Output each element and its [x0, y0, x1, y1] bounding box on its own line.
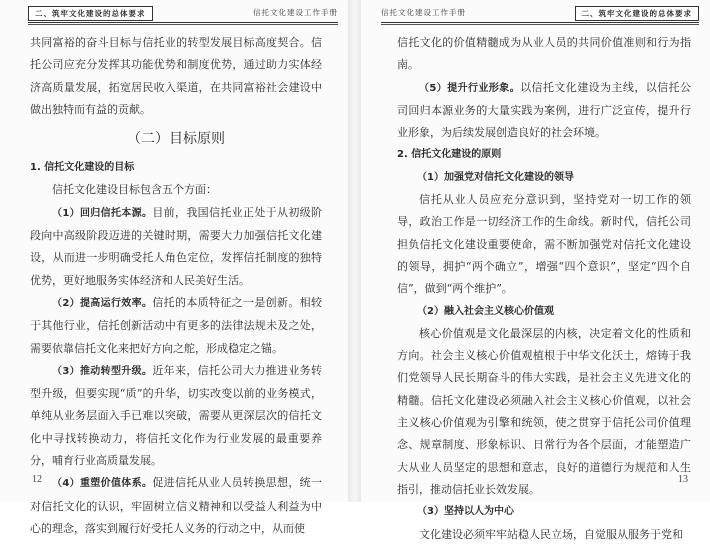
principle-3-text: 文化建设必须牢牢站稳人民立场，自觉服从服务于党和: [419, 527, 683, 541]
goal-item-text: 信托的本质特征之一是创新。相较于其他行业，信托创新活动中有更多的法律法规未及之处，需要依靠信托文化来把好方向之舵，形成稳定之锚。: [30, 295, 322, 355]
carry-over-paragraph: 信托文化的价值精髓成为从业人员的共同价值准则和行为指南。: [397, 36, 691, 72]
goal-item-text: 目前，我国信托业正处于从初级阶段向中高级阶段迈进的关键时期，需要大力加强信托文化建设，从而进一步明确受托人角色定位，发挥信托制度的独特优势，更好地服务实体经济和人民美好生活。: [30, 205, 322, 287]
principle-1-text: 信托从业人员应充分意识到，坚持党对一切工作的领导，政治工作是一切经济工作的生命线。新时代，信托公司担负信托文化建设重要使命，需不断加强党对信托文化建设的领导，拥护“两个确立”，增强“四个意识”，坚定“四个自信”，做到“两个维护”。: [397, 193, 691, 296]
goal-item-3: [30, 360, 322, 472]
header-rule-thin: [381, 24, 699, 25]
goal-item-4: [30, 472, 322, 540]
right-page-number: 13: [678, 474, 688, 485]
principle-2-title: （2）融入社会主义核心价值观: [417, 305, 554, 317]
goal-item-lead: （3）推动转型升级。: [52, 365, 153, 377]
left-running-header: [28, 5, 338, 21]
header-rule: [28, 22, 338, 23]
right-running-header: [381, 5, 699, 21]
header-rule: [381, 22, 699, 23]
principle-3-title: （3）坚持以人为中心: [417, 506, 514, 518]
header-rule-thin: [28, 24, 338, 25]
subsection-title-goals: 1. 信托文化建设的目标: [30, 162, 135, 174]
goal-item-text: 以信托文化建设为主线，以信托公司回归本源业务的大量实践为案例，进行广泛宣传，提升行业形象，为后续发展创造良好的社会环境。: [397, 80, 691, 140]
right-body-text: [397, 32, 691, 546]
left-page: [0, 0, 348, 535]
goal-item-text: 促进信托从业人员转换思想，统一对信托文化的认识，牢固树立信义精神和以受益人利益为中心的理念，落实到履行好受托人义务的行动之中，从而使: [30, 476, 322, 535]
goal-item-5: [397, 77, 691, 145]
principle-2-text: 核心价值观是文化最深层的内核，决定着文化的性质和方向。社会主义核心价值观植根于中华文化沃土，熔铸于我们党领导人民长期奋斗的伟大实践，是社会主义先进文化的精髓。信托文化建设必须融入社会主义核心价值观，以社会主义核心价值观为引擎和统领，使之贯穿于信托公司价值理念、规章制度、形象标识、日常行为各个层面，才能塑造广大从业人员坚定的思想和意志，良好的道德行为规范和人生指引，推动信托业长效发展。: [397, 326, 691, 496]
principle-1-title: （1）加强党对信托文化建设的领导: [417, 171, 574, 183]
left-header-tag: 二、筑牢文化建设的总体要求: [28, 6, 153, 21]
goal-item-lead: （2）提高运行效率。: [52, 297, 153, 309]
goal-item-lead: （5）提升行业形象。: [419, 82, 521, 94]
left-header-title: 信托文化建设工作手册: [253, 8, 338, 17]
goal-item-text: 近年来，信托公司大力推进业务转型升级，但要实现“质”的升华，切实改变以前的业务模式，单纯从业务层面入手已难以突破，需要从更深层次的信托文化中寻找转换动力，将信托文化作为行业发展的最重要养分，哺育行业高质量发展。: [30, 363, 322, 468]
goal-item-2: [30, 292, 322, 360]
left-page-number: 12: [32, 474, 42, 485]
goal-item-1: [30, 202, 322, 292]
left-body-text: [30, 32, 322, 540]
goal-item-lead: （4）重塑价值体系。: [52, 478, 153, 490]
right-header-title: 信托文化建设工作手册: [381, 8, 466, 17]
subsection-title-principles: 2. 信托文化建设的原则: [397, 149, 502, 161]
goal-item-lead: （1）回归信托本源。: [52, 207, 153, 219]
book-gutter: [348, 0, 361, 502]
goals-intro: 信托文化建设目标包含五个方面：: [52, 183, 217, 197]
section-title: （二）目标原则: [127, 131, 225, 148]
intro-paragraph: 共同富裕的奋斗目标与信托业的转型发展目标高度契合。信托公司应充分发挥其功能优势和制度优势，通过助力实体经济高质量发展，拓宽居民收入渠道，在共同富裕社会建设中做出独特而有益的贡献。: [30, 36, 322, 116]
right-page: [361, 0, 710, 541]
right-header-tag: 二、筑牢文化建设的总体要求: [575, 6, 700, 21]
